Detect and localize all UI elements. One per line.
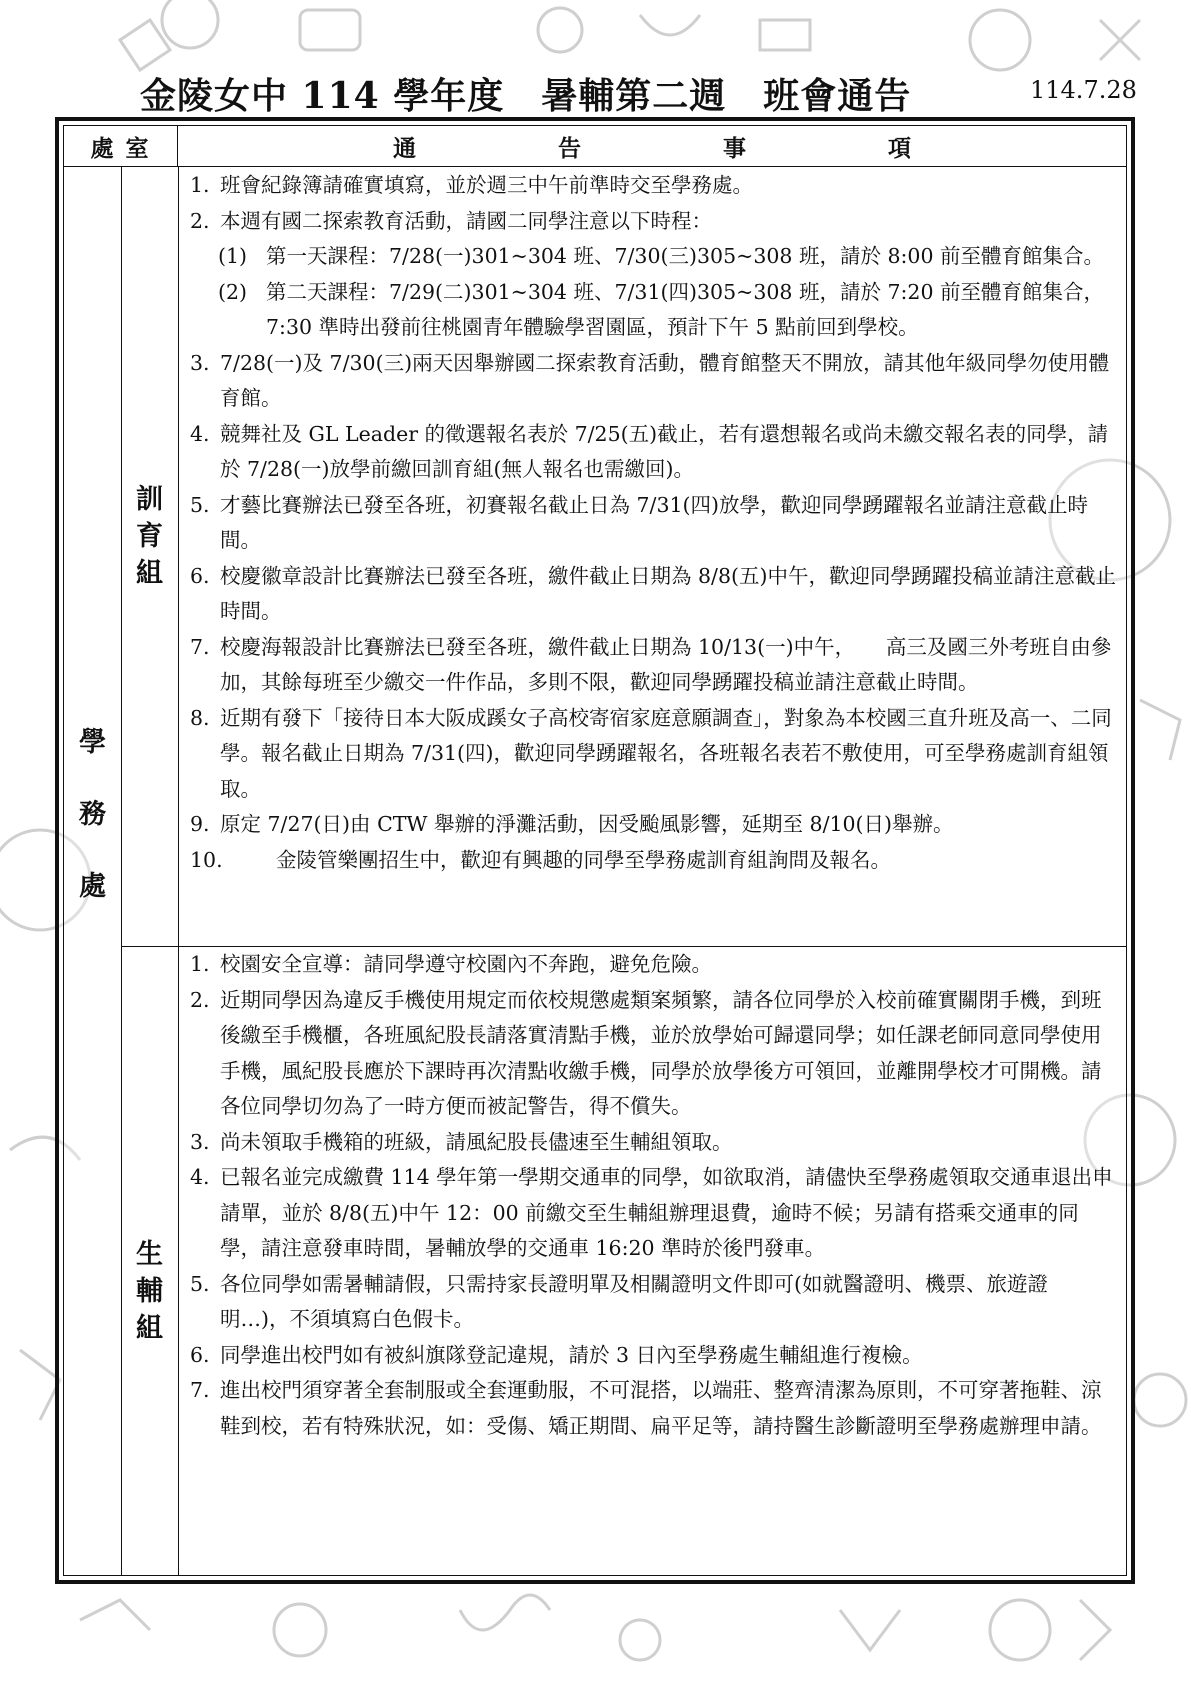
office-column-header: 處室: [64, 126, 178, 166]
list-item: 3. 尚未領取手機箱的班級，請風紀股長儘速至生輔組領取。: [190, 1129, 733, 1154]
header-char: 告: [558, 134, 581, 162]
list-item: 5. 才藝比賽辦法已發至各班，初賽報名截止日為 7/31(四)放學，歡迎同學踴躍報名並請注意截止時間。: [190, 492, 1089, 552]
sub-item: (2) 第二天課程：7/29(二)301~304 班、7/31(四)305~308 班，請於 7:20 前至體育館集合，7:30 準時出發前往桃園青年體驗學習園區，預計下午 5 點前回到學校。: [218, 279, 1105, 339]
list-item: 1. 班會紀錄簿請確實填寫，並於週三中午前準時交至學務處。: [190, 173, 753, 197]
list-item: 4. 競舞社及 GL Leader 的徵選報名表於 7/25(五)截止，若有還想報名或尚未繳交報名表的同學，請於 7/28(一)放學前繳回訓育組(無人報名也需繳回)。: [190, 421, 1109, 481]
list-item: 7. 進出校門須穿著全套制服或全套運動服，不可混搭，以端莊、整齊清潔為原則，不可穿著拖鞋、涼鞋到校，若有特殊狀況，如：受傷、矯正期間、扁平足等，請持醫生診斷證明至學務處辦理申請。: [190, 1378, 1102, 1438]
list-item: 2. 本週有國二探索教育活動，請國二同學注意以下時程：: [190, 208, 712, 233]
header-char: 通: [393, 134, 416, 162]
list-item: 2. 近期同學因為違反手機使用規定而依校規懲處類案頻繁，請各位同學於入校前確實關閉手機，到班後繳至手機櫃，各班風紀股長請落實清點手機，並於放學始可歸還同學；如任課老師同意同學使用手機，風紀股長應於下課時再次清點收繳手機，同學於放學後方可領回，並離開學校才可開機。請各位同學切勿為了一時方便而被記警告，得不償失。: [190, 987, 1102, 1118]
sub-item: (1) 第一天課程：7/28(一)301~304 班、7/30(三)305~308 班，請於 8:00 前至體育館集合。: [218, 244, 1105, 268]
section-name-training: 訓 育 組: [136, 484, 163, 589]
list-item: 6. 同學進出校門如有被糾旗隊登記違規，請於 3 日內至學務處生輔組進行複檢。: [190, 1342, 923, 1367]
notice-date: 114.7.28: [1030, 76, 1137, 104]
office-cell: [64, 166, 122, 1575]
section-content-discipline: [178, 947, 1126, 1444]
table-header-row: [64, 126, 1126, 167]
list-item: 10. 金陵管樂團招生中，歡迎有興趣的同學至學務處訓育組詢問及報名。: [190, 847, 891, 872]
page-title: 金陵女中 114 學年度 暑輔第二週 班會通告: [140, 75, 912, 117]
header-char: 項: [888, 134, 911, 162]
section-content-training: [178, 168, 1126, 878]
list-item: 4. 已報名並完成繳費 114 學年第一學期交通車的同學，如欲取消，請儘快至學務處領取交通車退出申請單，並於 8/8(五)中午 12：00 前繳交至生輔組辦理退費，逾時不候；另請有搭乘交通車的同學，請注意發車時間，暑輔放學的交通車 16:20 準時於後門發車。: [190, 1165, 1113, 1260]
list-item: 8. 近期有發下「接待日本大阪成蹊女子高校寄宿家庭意願調查」，對象為本校國三直升班及高一、二同學。報名截止日期為 7/31(四)，歡迎同學踴躍報名，各班報名表若不敷使用，可至學務處訓育組領取。: [190, 705, 1112, 801]
list-item: 6. 校慶徽章設計比賽辦法已發至各班，繳件截止日期為 8/8(五)中午，歡迎同學踴躍投稿並請注意截止時間。: [190, 563, 1117, 623]
notice-table: [55, 117, 1135, 1584]
header-char: 事: [723, 134, 746, 162]
list-item: 3. 7/28(一)及 7/30(三)兩天因舉辦國二探索教育活動，體育館整天不開放，請其他年級同學勿使用體育館。: [190, 350, 1110, 410]
notice-header: [0, 68, 1191, 118]
section-name-discipline: 生 輔 組: [136, 1239, 163, 1344]
items-column-header: [178, 126, 1126, 166]
list-item: 7. 校慶海報設計比賽辦法已發至各班，繳件截止日期為 10/13(一)中午， 高三及國三外考班自由參加，其餘每班至少繳交一件作品，多則不限，歡迎同學踴躍投稿並請注意截止時間。: [190, 634, 1112, 694]
list-item: 1. 校園安全宣導：請同學遵守校園內不奔跑，避免危險。: [190, 952, 712, 976]
list-item: 9. 原定 7/27(日)由 CTW 舉辦的淨灘活動，因受颱風影響，延期至 8/10(日)舉辦。: [190, 812, 954, 836]
section-column: [121, 166, 179, 1575]
list-item: 5. 各位同學如需暑輔請假，只需持家長證明單及相關證明文件即可(如就醫證明、機票、旅遊證明…)，不須填寫白色假卡。: [190, 1271, 1048, 1331]
office-name: 學 務 處: [79, 727, 106, 902]
